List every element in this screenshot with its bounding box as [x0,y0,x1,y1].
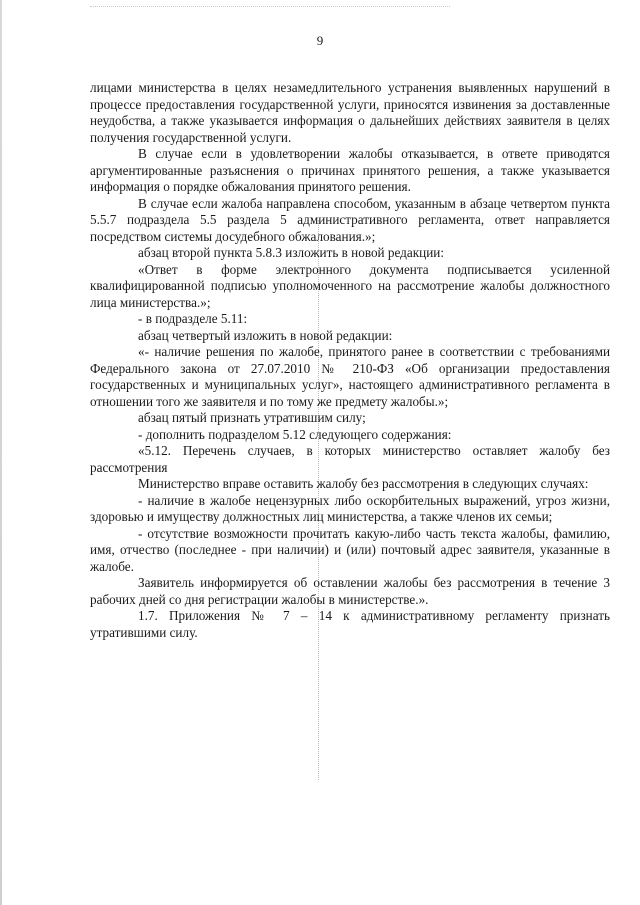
paragraph: лицами министерства в целях незамедлительного устранения выявленных нарушений в процессе предоставления государственной услуги, приносятся извинения за доставленные неудобства, а также указывается информация о дальнейших действиях заявителя в целях получения государственной услуги. [90,80,610,145]
paragraph: «5.12. Перечень случаев, в которых министерство оставляет жалобу без рассмотрения [90,443,610,475]
paragraph: 1.7. Приложения № 7 – 14 к административному регламенту признать утратившими силу. [90,608,610,640]
paragraph: - дополнить подразделом 5.12 следующего содержания: [138,426,452,442]
paragraph: В случае если в удовлетворении жалобы отказывается, в ответе приводятся аргументированные разъяснения о причинах принятого решения, а также указывается информация о порядке обжалования принятого решения. [90,146,610,194]
paragraph: «Ответ в форме электронного документа подписывается усиленной квалифицированной подписью уполномоченного на рассмотрение жалобы должностного лица министерства.»; [90,261,610,310]
paragraph: абзац пятый признать утратившим силу; [138,410,366,425]
paragraph: - наличие в жалобе нецензурных либо оскорбительных выражений, угроз жизни, здоровью и имуществу должностных лиц министерства, а также членов их семьи; [90,492,610,524]
paragraph: абзац второй пункта 5.8.3 изложить в новой редакции: [138,245,444,260]
document-body [90,80,610,641]
paragraph: «- наличие решения по жалобе, принятого ранее в соответствии с требованиями Федерального закона от 27.07.2010 № 210-ФЗ «Об организации предоставления государственных и муниципальных услуг», настоящего административного регламента в отношении того же заявителя и по тому же предмету жалобы.»; [90,344,610,409]
scan-top-artifact [90,6,450,8]
paragraph: - отсутствие возможности прочитать какую-либо часть текста жалобы, фамилию, имя, отчество (последнее - при наличии) и (или) почтовый адрес заявителя, указанные в жалобе. [90,525,610,574]
scan-edge [0,0,2,905]
paragraph: - в подразделе 5.11: [138,311,248,326]
paragraph: абзац четвертый изложить в новой редакции: [138,327,393,343]
paragraph: Министерство вправе оставить жалобу без рассмотрения в следующих случаях: [138,476,589,491]
page-number: 9 [316,33,324,48]
paragraph: Заявитель информируется об оставлении жалобы без рассмотрения в течение 3 рабочих дней со дня регистрации жалобы в министерстве.». [90,575,610,607]
paragraph: В случае если жалоба направлена способом, указанным в абзаце четвертом пункта 5.5.7 подраздела 5.5 раздела 5 административного регламента, ответ направляется посредством системы досудебного обжалования.»; [90,195,610,244]
